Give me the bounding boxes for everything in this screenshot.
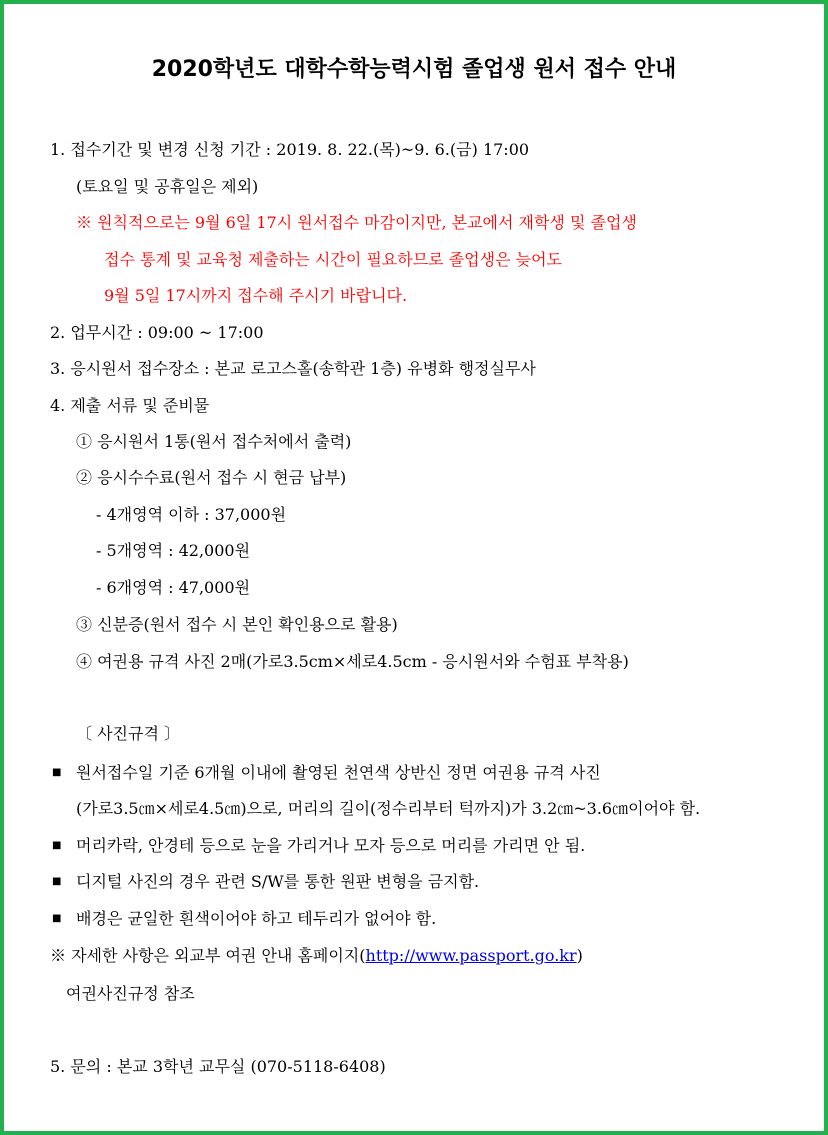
warning-line-1: ※ 원칙적으로는 9월 6일 17시 원서접수 마감이지만, 본교에서 재학생 및 졸업생 (76, 213, 637, 232)
item-application-form: ① 응시원서 1통(원서 접수처에서 출력) (76, 432, 352, 451)
reference-suffix: ) (576, 946, 583, 965)
photo-rule-1-line-1: 원서접수일 기준 6개월 이내에 촬영된 천연색 상반신 정면 여권용 규격 사진 (76, 763, 601, 782)
fee-5-areas: - 5개영역 : 42,000원 (96, 541, 251, 560)
photo-rule-3: 디지털 사진의 경우 관련 S/W를 통한 원판 변형을 금지함. (76, 872, 480, 891)
section-2-hours: 2. 업무시간 : 09:00 ~ 17:00 (50, 323, 264, 342)
photo-rule-4: 배경은 균일한 흰색이어야 하고 테두리가 없어야 함. (76, 909, 437, 928)
item-exam-fee: ② 응시수수료(원서 접수 시 현금 납부) (76, 468, 347, 487)
warning-line-2: 접수 통계 및 교육청 제출하는 시간이 필요하므로 졸업생은 늦어도 (104, 250, 563, 269)
page-title: 2020학년도 대학수학능력시험 졸업생 원서 접수 안내 (151, 57, 677, 82)
section-4-heading: 4. 제출 서류 및 준비물 (50, 396, 210, 415)
section-3-location: 3. 응시원서 접수장소 : 본교 로고스홀(송학관 1층) 유병화 행정실무사 (50, 359, 536, 378)
reference-line (50, 945, 583, 967)
section-1-note: (토요일 및 공휴일은 제외) (76, 177, 259, 196)
item-passport-photo: ④ 여권용 규격 사진 2매(가로3.5cm×세로4.5cm - 응시원서와 수험표 부착용) (76, 652, 629, 671)
photo-rule-1-line-2: (가로3.5㎝×세로4.5㎝)으로, 머리의 길이(정수리부터 턱까지)가 3.2㎝~3.6㎝이어야 함. (76, 799, 701, 818)
photo-rules-heading: 〔 사진규격 〕 (76, 724, 180, 743)
bullet-icon: ■ (52, 840, 62, 851)
photo-rule-2: 머리카락, 안경테 등으로 눈을 가리거나 모자 등으로 머리를 가리면 안 됨. (76, 836, 586, 855)
bullet-icon: ■ (52, 913, 62, 924)
fee-4-areas: - 4개영역 이하 : 37,000원 (96, 505, 287, 524)
passport-homepage-link[interactable]: http://www.passport.go.kr (365, 946, 577, 965)
bullet-icon: ■ (52, 876, 62, 887)
section-5-contact: 5. 문의 : 본교 3학년 교무실 (070-5118-6408) (50, 1057, 386, 1076)
fee-6-areas: - 6개영역 : 47,000원 (96, 578, 251, 597)
reference-prefix: ※ 자세한 사항은 외교부 여권 안내 홈페이지( (50, 946, 366, 965)
item-id-card: ③ 신분증(원서 접수 시 본인 확인용으로 활용) (76, 615, 398, 634)
section-1-period: 1. 접수기간 및 변경 신청 기간 : 2019. 8. 22.(목)~9. 6.(금) 17:00 (50, 140, 530, 159)
warning-line-3: 9월 5일 17시까지 접수해 주시기 바랍니다. (104, 286, 408, 305)
bullet-icon: ■ (52, 767, 62, 778)
reference-line-2: 여권사진규정 참조 (66, 984, 195, 1003)
